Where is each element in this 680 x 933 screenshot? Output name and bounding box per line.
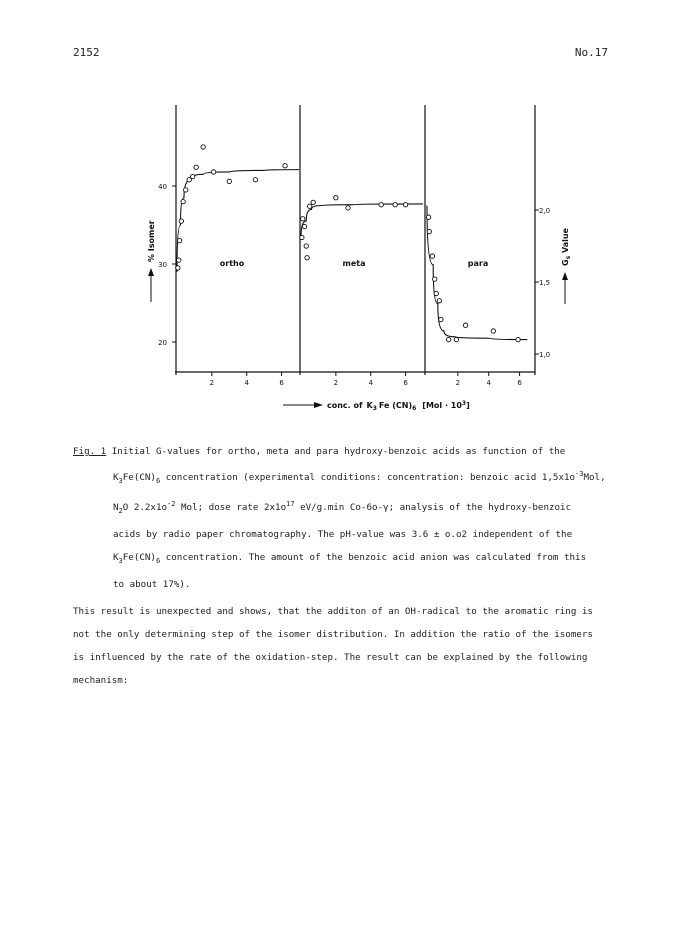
axes-layer <box>175 105 535 375</box>
data-point-para-0 <box>426 215 430 219</box>
data-point-meta-6 <box>311 200 315 204</box>
y-right-label-group <box>561 227 572 304</box>
page-number: 2152 <box>73 46 100 59</box>
data-point-meta-5 <box>308 204 312 208</box>
data-point-meta-4 <box>305 256 309 260</box>
xtick-label-para-1: 4 <box>486 379 491 387</box>
ytick-label-right-2: 2,0 <box>539 207 551 215</box>
data-point-para-2 <box>430 254 434 258</box>
data-point-meta-1 <box>301 217 305 221</box>
data-point-ortho-1 <box>177 258 181 262</box>
ytick-label-right-1: 1,5 <box>539 279 551 287</box>
data-point-ortho-0 <box>176 266 180 270</box>
body-line-2: not the only determining step of the isomer distribution. In addition the ratio of the isomers <box>73 629 593 640</box>
panel-label-meta: meta <box>342 259 366 268</box>
xtick-label-ortho-2: 6 <box>279 379 284 387</box>
data-point-ortho-7 <box>190 174 194 178</box>
xtick-label-meta-0: 2 <box>333 379 339 387</box>
data-point-para-8 <box>454 337 458 341</box>
fit-curve-ortho <box>177 170 299 272</box>
caption-line-1: Fig. 1 Initial G-values for ortho, meta and para hydroxy-benzoic acids as function of the <box>73 446 566 457</box>
x-axis-label: conc. of $K_3$ Fe $(CN)_6$ $[Mol \cdot 10^3]$ <box>327 400 470 412</box>
caption-fig-label: Fig. 1 <box>73 446 107 457</box>
data-point-meta-2 <box>302 224 306 228</box>
figure-chart <box>0 0 680 420</box>
xtick-label-para-2: 6 <box>517 379 522 387</box>
data-point-para-5 <box>437 299 441 303</box>
caption-line-3: $N_2O$ $2.2x1o^{-2}$ Mol; dose rate $2x1o^{17}$ eV/g.min Co-6o-γ; analysis of the hydroxy-benzoic <box>113 499 572 515</box>
data-point-ortho-2 <box>177 238 181 242</box>
panel-label-para: para <box>467 259 489 268</box>
points-layer <box>176 145 521 342</box>
data-point-meta-11 <box>403 203 407 207</box>
data-point-meta-10 <box>393 203 397 207</box>
journal-number: No.17 <box>574 46 608 59</box>
y-left-label-group <box>147 220 156 302</box>
data-point-meta-0 <box>300 235 304 239</box>
data-point-meta-9 <box>379 203 383 207</box>
data-point-ortho-8 <box>194 165 198 169</box>
data-point-para-1 <box>427 229 431 233</box>
ytick-label-left-2: 40 <box>158 183 167 191</box>
data-point-para-6 <box>439 317 443 321</box>
data-point-ortho-4 <box>181 199 185 203</box>
body-line-4: mechanism: <box>73 675 129 686</box>
curves-layer <box>177 170 527 340</box>
ytick-label-right-0: 1,0 <box>539 351 551 359</box>
data-point-meta-7 <box>334 196 338 200</box>
data-point-ortho-11 <box>227 179 231 183</box>
fit-curve-meta <box>301 204 423 237</box>
y-right-label: $G_s$ Value <box>561 228 572 266</box>
y-left-label: % Isomer <box>147 220 156 262</box>
data-point-para-11 <box>516 337 520 341</box>
x-axis-label-group <box>283 400 470 412</box>
data-point-ortho-3 <box>179 219 183 223</box>
data-point-ortho-12 <box>253 178 257 182</box>
data-point-para-9 <box>463 323 467 327</box>
caption-line-2: $K_3Fe(CN)_6$ concentration (experimental conditions: concentration: benzoic acid $1,5x1o^{-3}Mol$, <box>113 470 606 485</box>
xtick-label-ortho-1: 4 <box>244 379 249 387</box>
ytick-label-left-1: 30 <box>158 261 167 269</box>
data-point-ortho-9 <box>201 145 205 149</box>
caption-line-4: acids by radio paper chromatography. The pH-value was 3.6 ± o.o2 independent of the <box>113 528 573 540</box>
panel-label-ortho: ortho <box>219 259 245 268</box>
data-point-meta-8 <box>346 206 350 210</box>
caption-line-5: $K_3Fe(CN)_6$ concentration. The amount of the benzoic acid anion was calculated from this <box>113 551 587 565</box>
data-point-ortho-13 <box>283 164 287 168</box>
xtick-label-meta-1: 4 <box>368 379 373 387</box>
body-line-3: is influenced by the rate of the oxidation-step. The result can be explained by the following <box>73 652 588 663</box>
ticks-layer <box>158 183 550 387</box>
data-point-para-4 <box>434 291 438 295</box>
data-point-ortho-10 <box>211 170 215 174</box>
xtick-label-meta-2: 6 <box>403 379 408 387</box>
data-point-para-10 <box>491 329 495 333</box>
figure-caption <box>73 440 613 596</box>
xtick-label-ortho-0: 2 <box>209 379 215 387</box>
caption-line-6: to about 17%). <box>113 578 191 590</box>
body-line-1: This result is unexpected and shows, that the additon of an OH-radical to the aromatic ring is <box>73 606 593 617</box>
ytick-label-left-0: 20 <box>158 339 167 347</box>
body-paragraph <box>73 600 613 692</box>
data-point-para-7 <box>446 337 450 341</box>
xtick-label-para-0: 2 <box>455 379 461 387</box>
data-point-meta-3 <box>304 244 308 248</box>
data-point-para-3 <box>433 277 437 281</box>
data-point-ortho-5 <box>184 188 188 192</box>
